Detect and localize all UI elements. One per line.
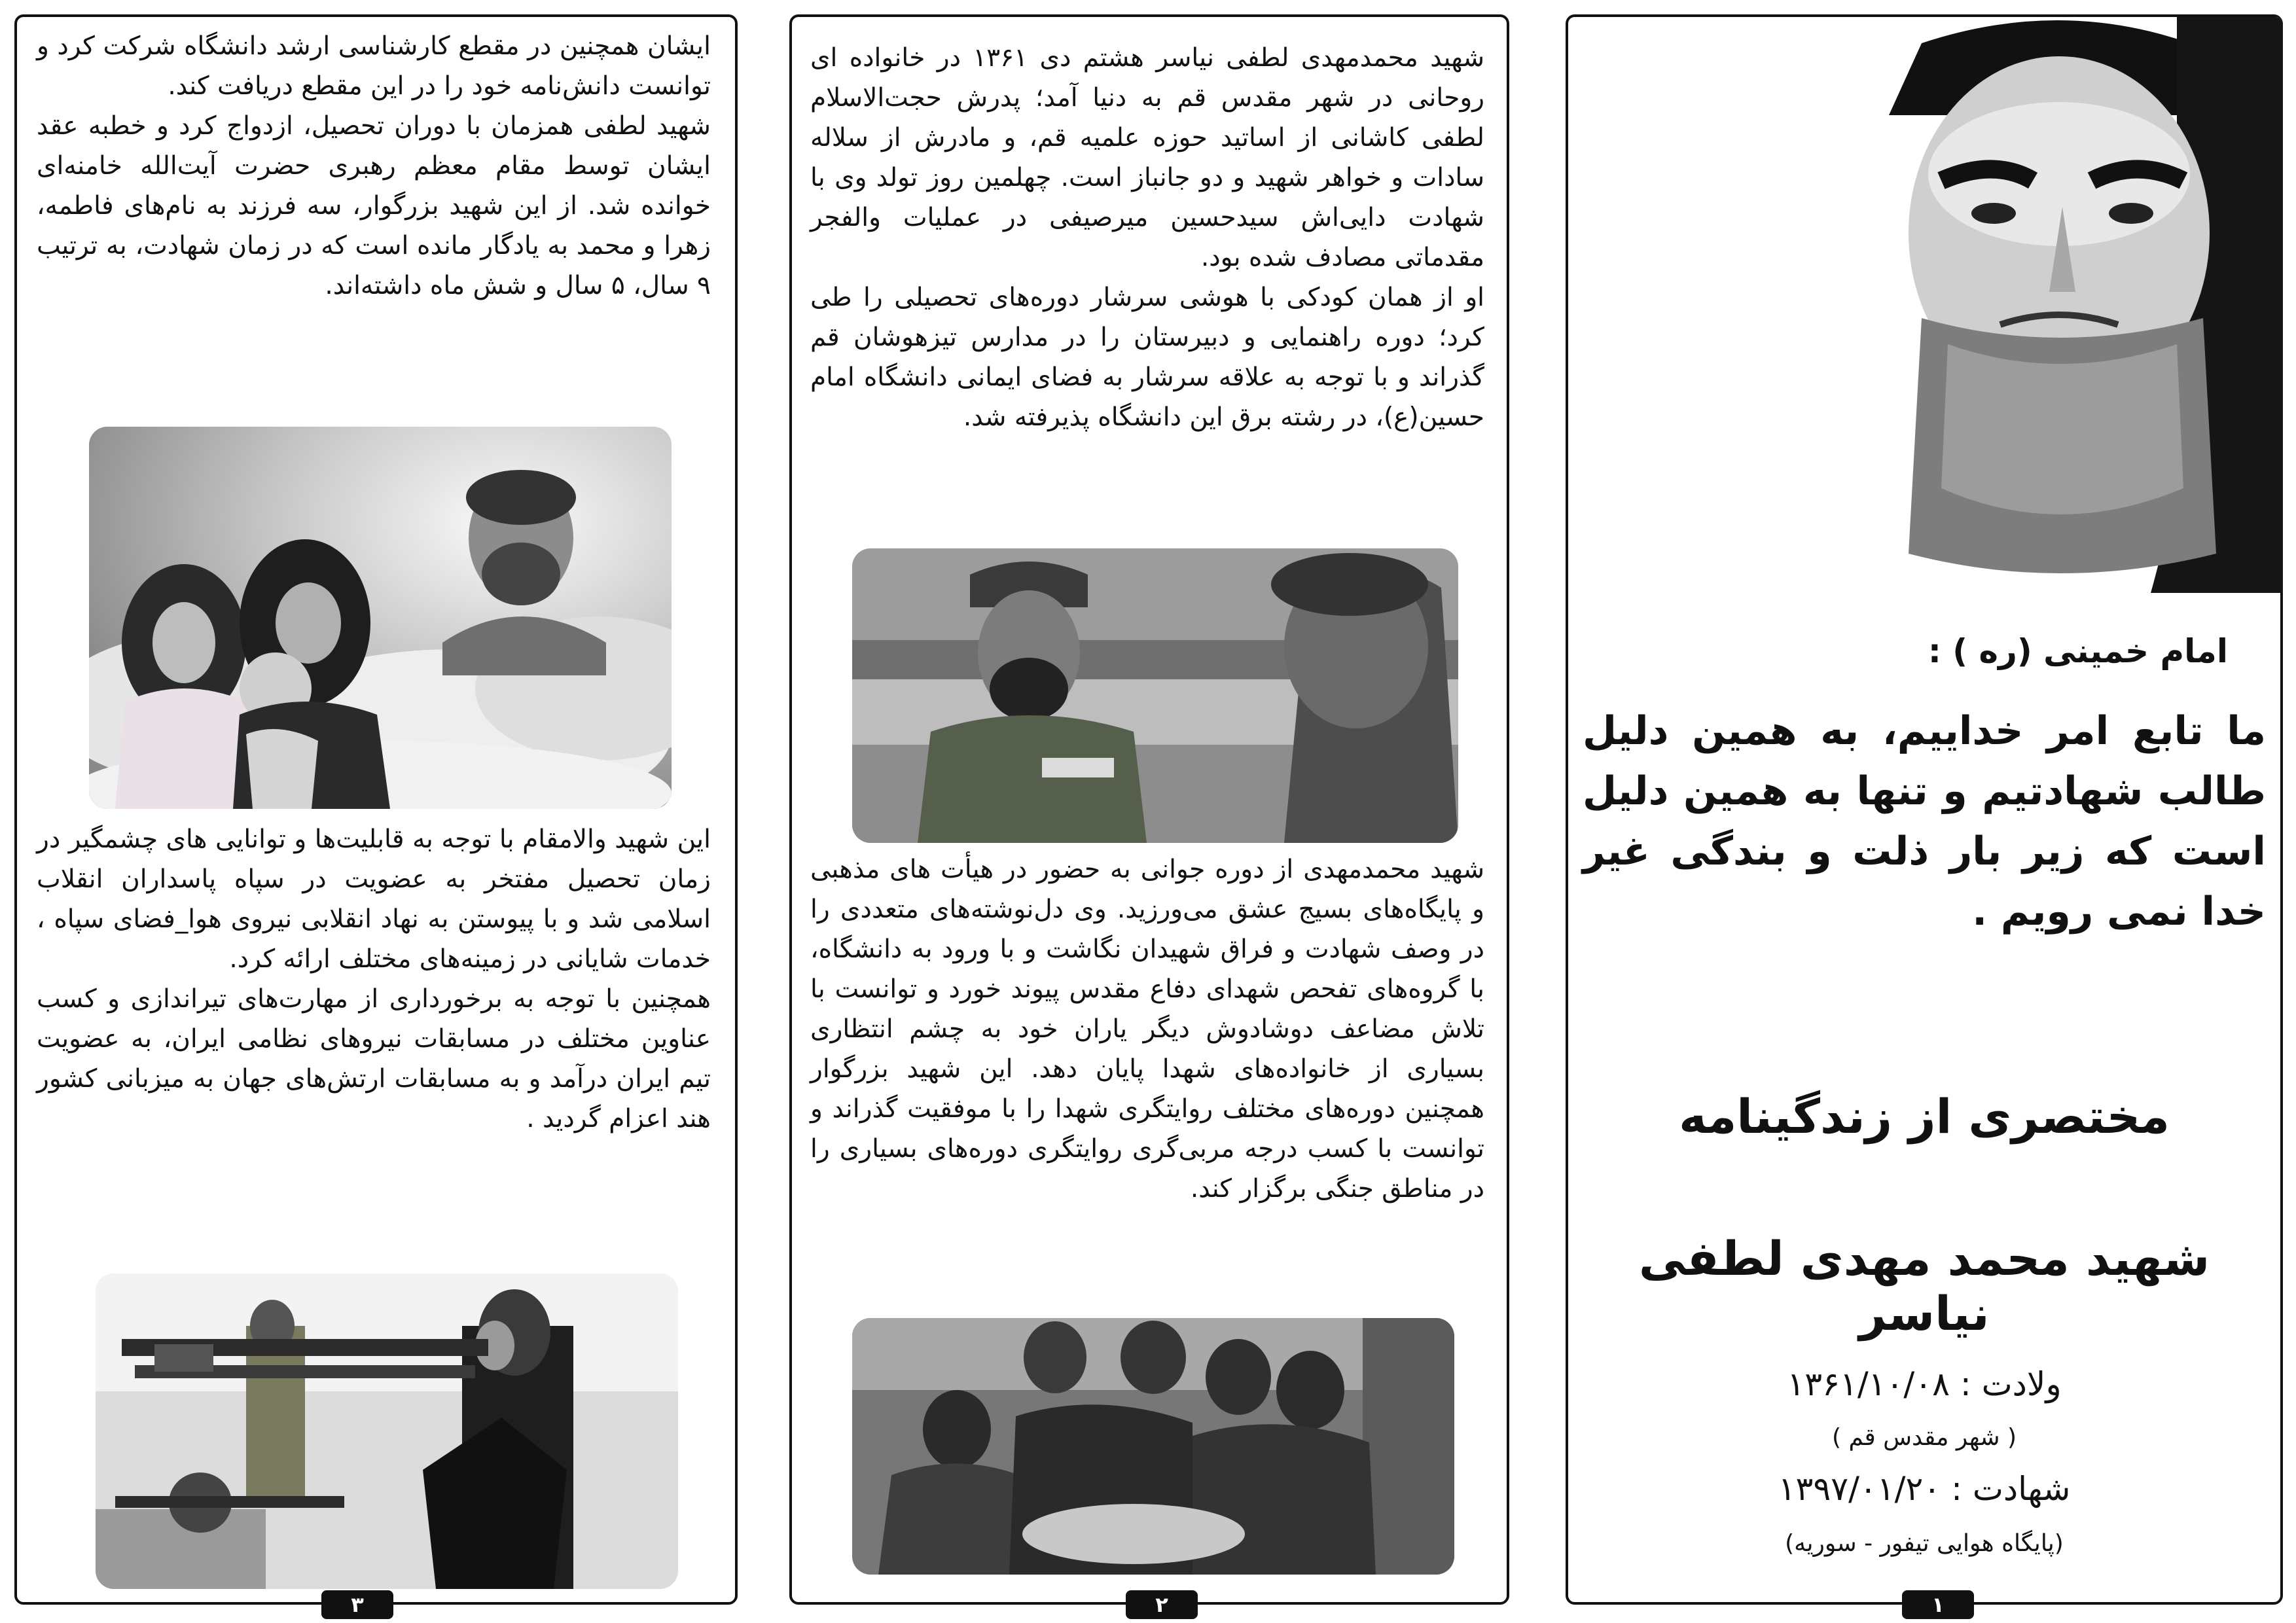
panel-1: [1566, 14, 2283, 1617]
panel3-para-3: این شهید والامقام با توجه به قابلیت‌ها و توانایی های چشمگیر در زمان تحصیل مفتخر به عضویت در سپاه پاسداران انقلاب اسلامی شد و با پیوستن به نهاد انقلابی نیروی هوا_فضای سپاه ، خدمات شایانی در زمینه‌های مختلف ارائه کرد.: [37, 825, 711, 974]
quote-text: ما تابع امر خداییم، به همین دلیل طالب شهادتیم و تنها به همین دلیل است که زیر بار ذلت و بندگی غیر خدا نمی رویم .: [1583, 708, 2266, 935]
imam-khomeini-portrait: [1784, 17, 2283, 593]
panel3-para-2: شهید لطفی همزمان با دوران تحصیل، ازدواج کرد و خطبه عقد ایشان توسط مقام معظم رهبری حضرت آیت‌الله خامنه‌ای خوانده شد. از این شهید بزرگوار، سه فرزند به نام‌های فاطمه، زهرا و محمد به یادگار مانده است که در زمان شهادت، به ترتیب ۹ سال، ۵ سال و شش ماه داشته‌اند.: [37, 111, 711, 300]
page-number-1: ۱: [1902, 1590, 1974, 1619]
birth-date: ولادت : ۱۳۶۱/۱۰/۰۸: [1787, 1365, 2062, 1403]
martyrdom-place: (پایگاه هوایی تیفور - سوریه): [1785, 1530, 2064, 1557]
martyrdom-date: شهادت : ۱۳۹۷/۰۱/۲۰: [1778, 1470, 2071, 1508]
panel-2: [789, 14, 1509, 1617]
group-gathering-photo: [852, 1318, 1454, 1575]
panel2-para-3: شهید محمدمهدی از دوره جوانی به حضور در هیأت های مذهبی و پایگاه‌های بسیج عشق می‌ورزید. وی دل‌نوشته‌های متعددی را در وصف شهادت و فراق شهیدان نگاشت و با ورود به دانشگاه، با گروه‌های تفحص شهدای دفاع مقدس پیوند خورد و توانست با تلاش مضاعف دوشادوش دیگر یاران خود به چشم انتظاری بسیاری از خانواده‌های شهدا پایان دهد. این شهید بزرگوار همچنین دوره‌های مختلف روایتگری شهدا را با موفقیت گذراند و توانست با کسب درجه مربی‌گری روایتگری دوره‌های بسیاری را در مناطق جنگی برگزار کند.: [810, 855, 1484, 1204]
panel3-text-top: [37, 26, 711, 306]
martyr-name-heading: شهید محمد مهدی لطفی نیاسر: [1638, 1231, 2210, 1341]
family-photo: [89, 427, 672, 809]
panel2-para-1: شهید محمدمهدی لطفی نیاسر هشتم دی ۱۳۶۱ در خانواده ای روحانی در شهر مقدس قم به دنیا آمد؛ پدرش حجت‌الاسلام لطفی کاشانی از اساتید حوزه علمیه قم، و مادرش از سلاله سادات و خواهر شهید و دو جانباز است. چهلمین روز تولد وی با شهادت دایی‌اش سیدحسین میرصیفی در عملیات والفجر مقدماتی مصادف شده بود.: [810, 43, 1484, 272]
panel3-para-4: همچنین با توجه به برخورداری از مهارت‌های تیراندازی و کسب عناوین مختلف در مسابقات نیروهای نظامی ایران، به عضویت تیم ایران درآمد و به مسابقات ارتش‌های جهان به میزبانی کشور هند اعزام گردید .: [37, 984, 711, 1133]
panel2-para-2: او از همان کودکی با هوشی سرشار دوره‌های تحصیلی را طی کرد؛ دوره راهنمایی و دبیرستان را در مدارس تیزهوشان قم گذراند و با توجه به علاقه سرشار به فضای ایمانی دانشگاه امام حسین(ع)، در رشته برق این دانشگاه پذیرفته شد.: [810, 283, 1484, 432]
panel2-text-bottom: [810, 849, 1484, 1209]
uniform-officers-photo: [852, 548, 1458, 843]
birth-place: ( شهر مقدس قم ): [1832, 1424, 2017, 1451]
panel-3: [14, 14, 738, 1617]
shooting-team-photo: [96, 1274, 678, 1589]
quote-title: امام خمینی (ره ) :: [1928, 632, 2228, 670]
panel2-text-top: [810, 38, 1484, 437]
page-number-3: ۳: [321, 1590, 393, 1619]
page-number-2: ۲: [1126, 1590, 1198, 1619]
biography-heading: مختصری از زندگینامه: [1679, 1089, 2170, 1144]
panel3-para-1: ایشان همچنین در مقطع کارشناسی ارشد دانشگاه شرکت کرد و توانست دانش‌نامه خود را در این مقطع دریافت کند.: [37, 31, 711, 101]
panel3-text-bottom: [37, 819, 711, 1139]
